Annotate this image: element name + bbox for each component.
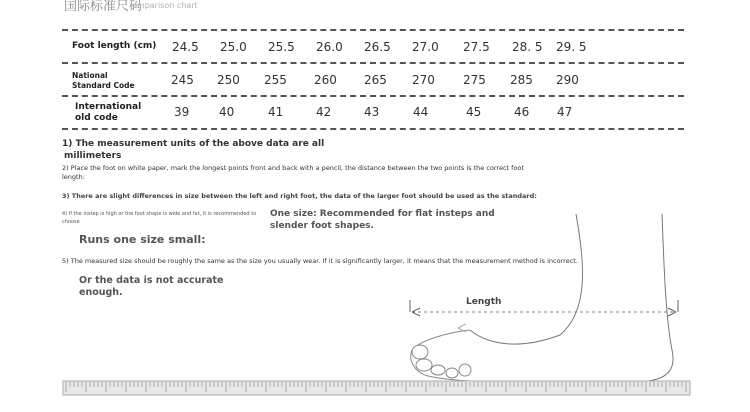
toe-3	[431, 365, 445, 375]
ruler	[63, 381, 690, 395]
table-cell: 290	[556, 73, 579, 87]
table-cell: 27.5	[463, 40, 490, 54]
table-cell: 28. 5	[512, 40, 543, 54]
row-label-line: International	[75, 102, 142, 112]
chart-title-chinese: 国际标准尺码	[64, 0, 143, 14]
table-divider-bottom	[62, 128, 684, 130]
table-cell: 260	[314, 73, 337, 87]
big-toe	[412, 345, 428, 359]
note-line: choose	[62, 219, 80, 225]
table-cell: 44	[413, 105, 429, 119]
table-divider-2	[62, 95, 684, 97]
table-row-foot-length	[0, 40, 750, 56]
row-label-line: National	[72, 71, 108, 80]
table-cell: 275	[463, 73, 486, 87]
table-cell: 250	[217, 73, 240, 87]
table-cell: 45	[466, 105, 482, 119]
table-cell: 27.0	[412, 40, 439, 54]
toe-5	[459, 364, 471, 376]
row-label-line: Standard Code	[72, 81, 135, 90]
note-3: 3) There are slight differences in size between the left and right foot, the data of the larger foot should be used as the standard:	[62, 192, 537, 200]
row-label-foot-length: Foot length (cm)	[72, 41, 157, 51]
table-cell: 40	[219, 105, 235, 119]
note-line: enough.	[79, 287, 123, 298]
toe-4	[446, 368, 458, 378]
note-line: 4) If the instep is high or the foot shape is wide and fat, it is recommended to	[62, 211, 257, 217]
table-row-national-code	[0, 73, 750, 89]
foot-measurement-illustration	[0, 200, 750, 412]
leg-front-outline	[470, 214, 583, 344]
table-cell: 25.5	[268, 40, 295, 54]
table-cell: 43	[364, 105, 380, 119]
table-cell: 25.0	[220, 40, 247, 54]
note-5: 5) The measured size should be roughly the same as the size you usually wear. If it is significantly larger, it means that the measurement method is incorrect.	[62, 257, 578, 265]
table-cell: 26.5	[364, 40, 391, 54]
table-cell: 265	[364, 73, 387, 87]
table-cell: 24.5	[172, 40, 199, 54]
chart-title-english: omparison chart	[132, 1, 198, 10]
note-line: millimeters	[64, 151, 122, 161]
table-cell: 29. 5	[556, 40, 587, 54]
table-cell: 255	[264, 73, 287, 87]
note-line: 1) The measurement units of the above data are all	[62, 139, 325, 149]
table-cell: 285	[510, 73, 533, 87]
table-row-international-code	[0, 105, 750, 121]
note-line: 2) Place the foot on white paper, mark the longest points front and back with a pencil, the distance between the two points is the correct foot	[62, 164, 524, 172]
table-cell: 270	[412, 73, 435, 87]
table-cell: 42	[316, 105, 332, 119]
note-line: One size: Recommended for flat insteps and	[270, 209, 495, 219]
row-label-line: old code	[75, 113, 118, 123]
table-cell: 245	[171, 73, 194, 87]
table-cell: 26.0	[316, 40, 343, 54]
note-2	[62, 164, 562, 182]
note-1	[62, 138, 324, 162]
table-cell: 39	[174, 105, 190, 119]
table-cell: 41	[268, 105, 284, 119]
table-divider-top	[62, 29, 684, 31]
toe-2	[416, 359, 432, 371]
note-line: slender foot shapes.	[270, 221, 374, 231]
note-line: Or the data is not accurate	[79, 275, 224, 286]
runs-small-heading: Runs one size small:	[79, 233, 206, 246]
table-cell: 46	[514, 105, 530, 119]
length-label: Length	[466, 297, 502, 307]
note-line: length:	[62, 173, 85, 181]
table-divider-1	[62, 62, 684, 64]
leg-back-outline	[490, 214, 673, 382]
table-cell: 47	[557, 105, 573, 119]
